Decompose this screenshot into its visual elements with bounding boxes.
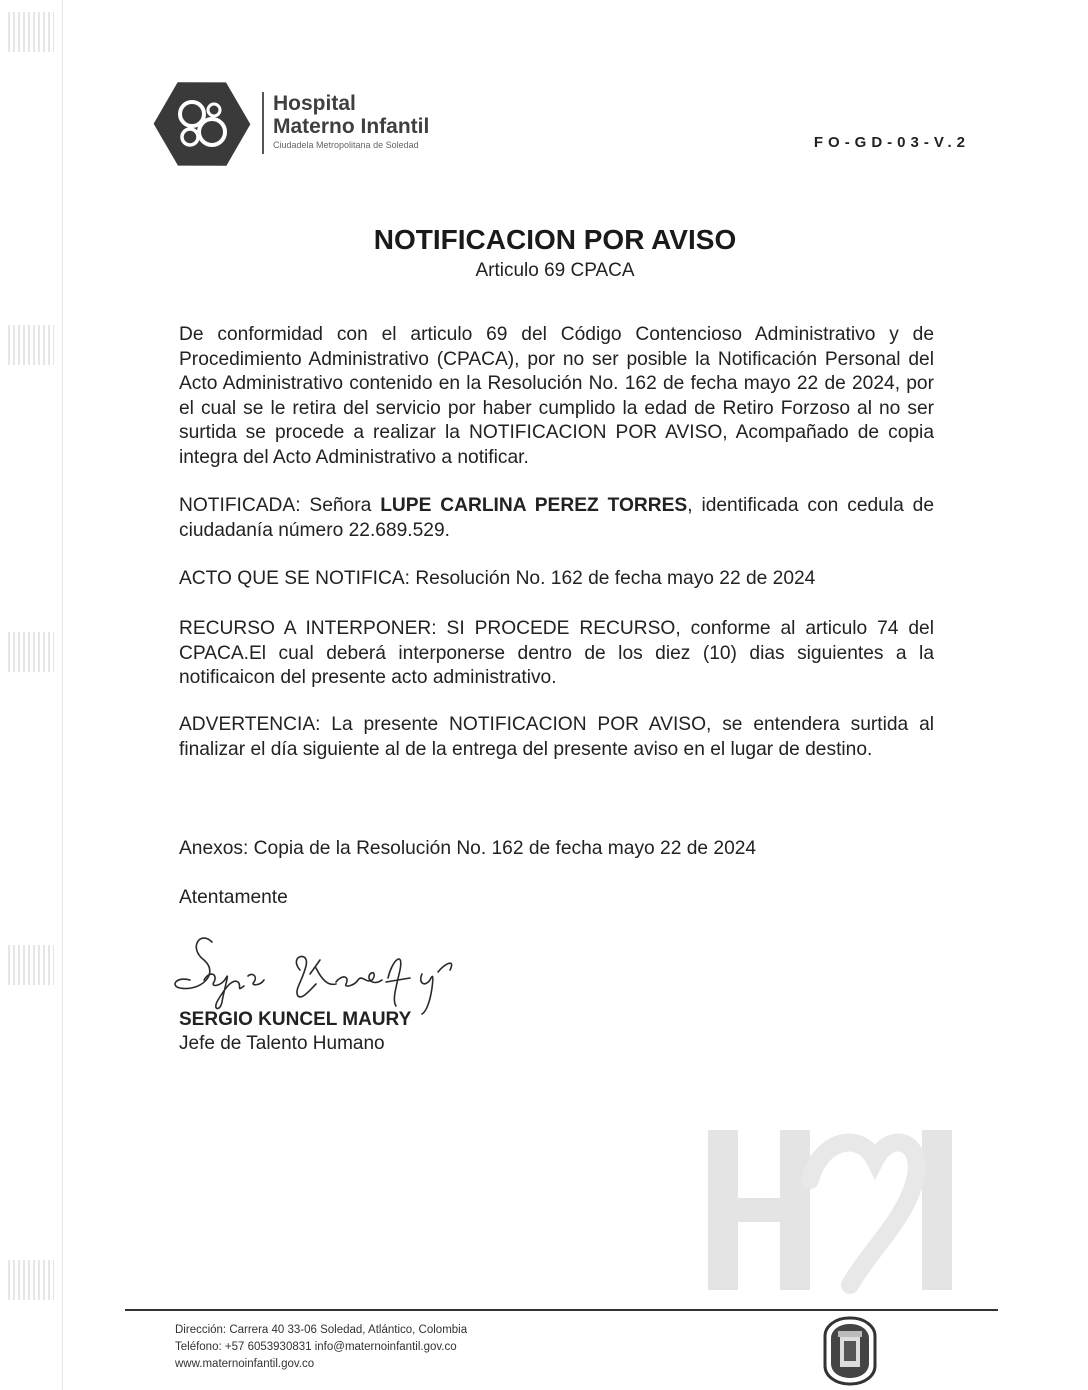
logo-name-line2: Materno Infantil (273, 115, 430, 138)
signer-role: Jefe de Talento Humano (179, 1033, 385, 1054)
notificada-prefix: NOTIFICADA: Señora (179, 495, 381, 516)
recurso-paragraph: RECURSO A INTERPONER: SI PROCEDE RECURSO, conforme al articulo 74 del CPACA.El cual deberá interponerse dentro de los diez (10) dias siguientes a la notificaicon del presente acto administrativo. (179, 618, 934, 688)
form-code: FO-GD-03-V.2 (813, 134, 970, 151)
acto-paragraph: ACTO QUE SE NOTIFICA: Resolución No. 162 de fecha mayo 22 de 2024 (179, 568, 816, 589)
logo-name (273, 92, 429, 138)
notificada-paragraph (179, 494, 934, 543)
hmi-watermark-logo (700, 1120, 960, 1300)
municipal-seal-icon (822, 1315, 878, 1387)
document-title: NOTIFICACION POR AVISO (373, 224, 737, 255)
hospital-logo-icon (152, 74, 252, 174)
scan-artifact (8, 325, 54, 365)
scan-edge-line (62, 0, 63, 1390)
footer-address: Dirección: Carrera 40 33-06 Soledad, Atlántico, Colombia (175, 1324, 468, 1336)
scan-artifact (8, 1260, 54, 1300)
document-subtitle: Articulo 69 CPACA (475, 260, 635, 281)
scan-artifact (8, 12, 54, 52)
notificada-suffix: , identificada con cedula de ciudadanía número 22.689.529. (179, 495, 935, 541)
intro-paragraph: De conformidad con el articulo 69 del Código Contencioso Administrativo y de Procedimiento Administrativo (CPACA), por no ser posible la Notificación Personal del Acto Administrativo contenido en la Resolución No. 162 de fecha mayo 22 de 2024, por el cual se le retira del servicio por haber cumplido la edad de Retiro Forzoso al no ser surtida se procede a realizar la NOTIFICACION POR AVISO, Acompañado de copia integra del Acto Administrativo a notificar. (179, 324, 934, 468)
notificada-name: LUPE CARLINA PEREZ TORRES (380, 495, 688, 516)
logo-name-line1: Hospital (273, 92, 356, 115)
anexos-paragraph: Anexos: Copia de la Resolución No. 162 de fecha mayo 22 de 2024 (179, 838, 757, 859)
hospital-logo (152, 74, 482, 184)
logo-divider (262, 92, 264, 154)
signer-name: SERGIO KUNCEL MAURY (179, 1009, 412, 1030)
footer-phone-email: Teléfono: +57 6053930831 info@maternoinfantil.gov.co (175, 1341, 457, 1353)
scan-artifact (8, 945, 54, 985)
scan-artifact (8, 632, 54, 672)
logo-subtitle: Ciudadela Metropolitana de Soledad (273, 140, 419, 150)
footer-divider (125, 1309, 998, 1311)
advertencia-paragraph: ADVERTENCIA: La presente NOTIFICACION POR AVISO, se entendera surtida al finalizar el día siguiente al de la entrega del presente aviso en el lugar de destino. (179, 714, 934, 760)
footer-contact (175, 1322, 467, 1373)
closing-text: Atentamente (179, 887, 288, 908)
footer-website: www.maternoinfantil.gov.co (175, 1358, 315, 1370)
